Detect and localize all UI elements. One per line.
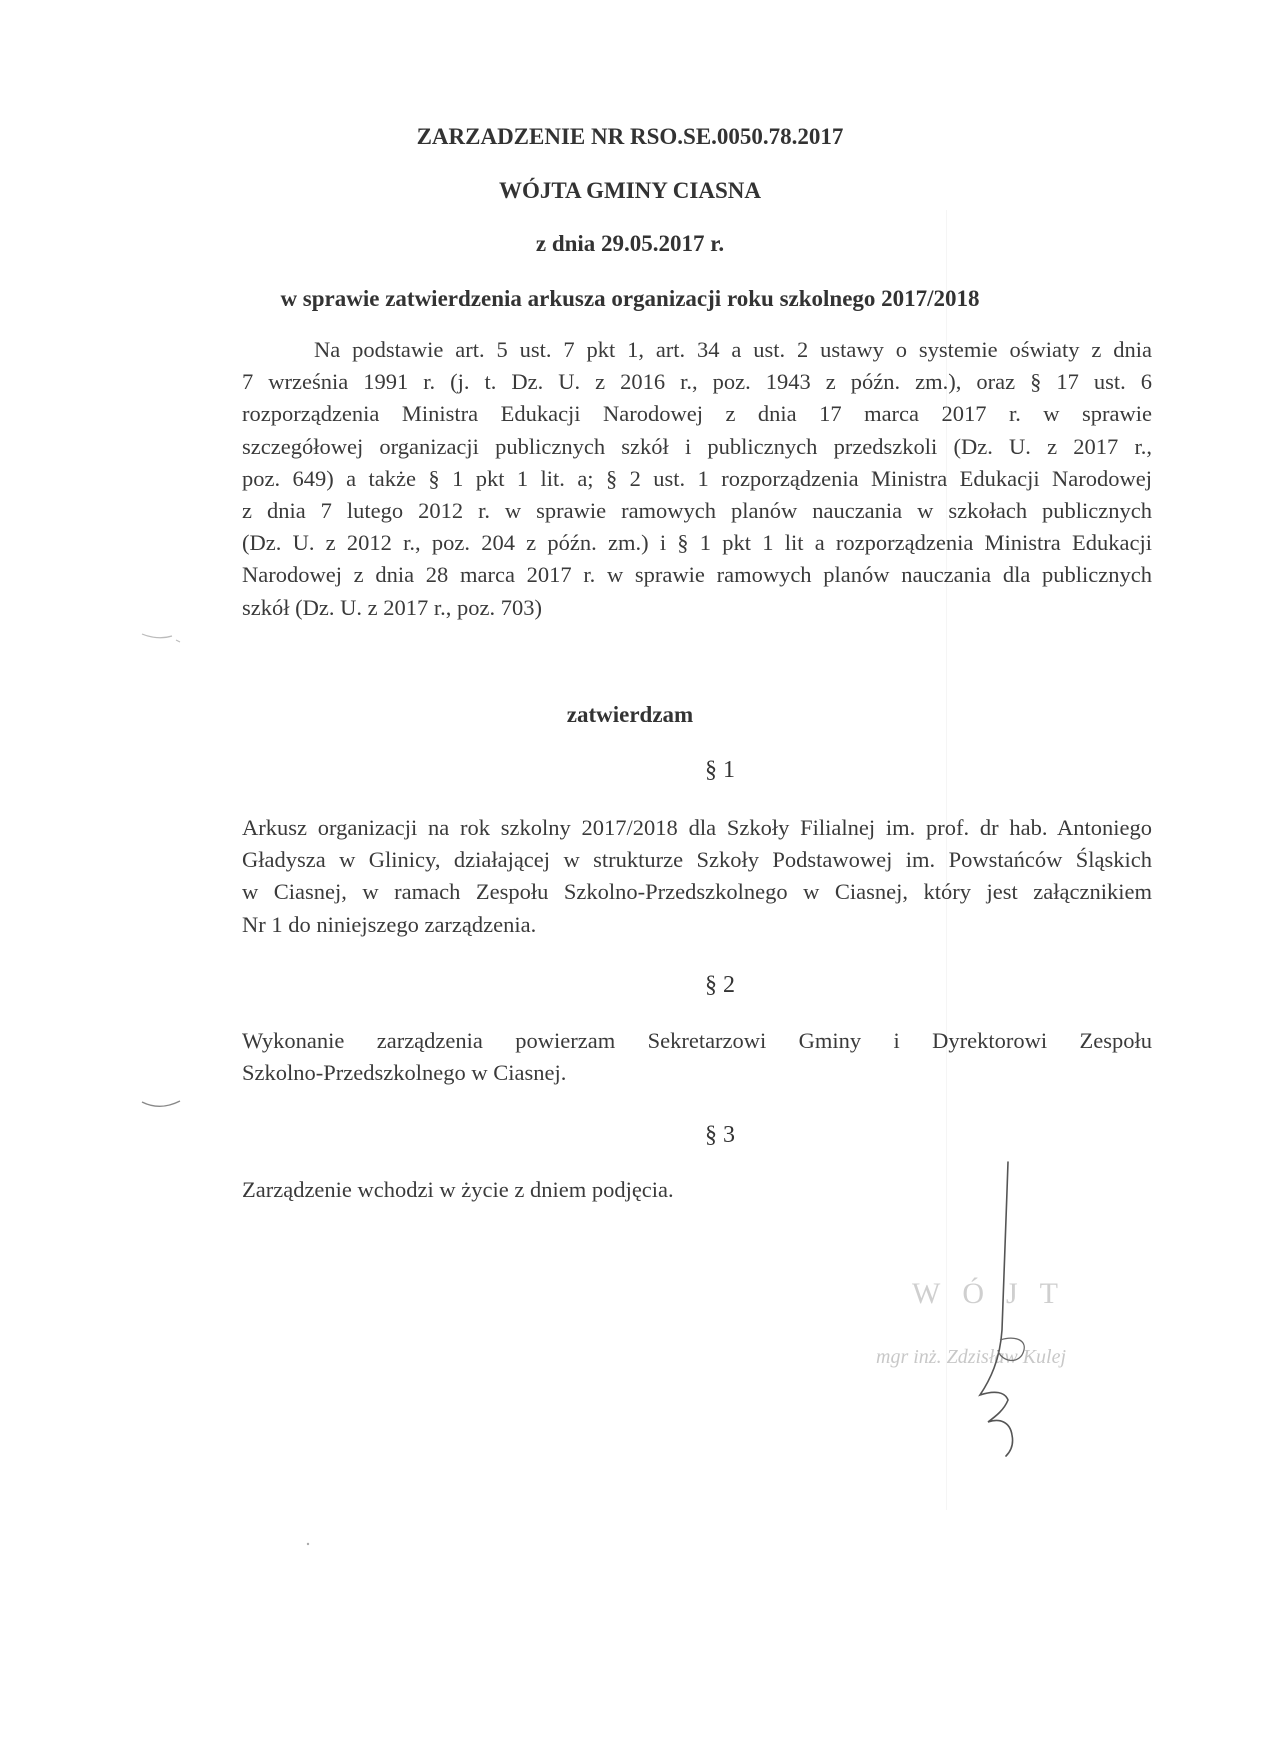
section-1-line: Arkusz organizacji na rok szkolny 2017/2018 dla Szkoły Filialnej im. prof. dr hab. Antoniego — [242, 815, 1152, 840]
preamble-line: Na podstawie art. 5 ust. 7 pkt 1, art. 34 a ust. 2 ustawy o systemie oświaty z dnia — [314, 337, 1152, 362]
preamble-line: z dnia 7 lutego 2012 r. w sprawie ramowych planów nauczania w szkołach publicznych — [242, 498, 1152, 524]
section-3-line: Zarządzenie wchodzi w życie z dniem podjęcia. — [242, 1177, 674, 1202]
document-subject: w sprawie zatwierdzenia arkusza organizacji roku szkolnego 2017/2018 — [280, 286, 980, 311]
scan-mark — [140, 628, 190, 648]
section-1-text — [242, 812, 1152, 941]
document-title: ZARZADZENIE NR RSO.SE.0050.78.2017 — [416, 124, 844, 149]
handwritten-signature — [960, 1160, 1050, 1460]
preamble-line: (Dz. U. z 2012 r., poz. 204 z późn. zm.) i § 1 pkt 1 lit a rozporządzenia Ministra Edukacji — [242, 530, 1152, 556]
section-2-text — [242, 1025, 1152, 1089]
document-date: z dnia 29.05.2017 r. — [535, 231, 725, 256]
section-1-line: Nr 1 do niniejszego zarządzenia. — [242, 911, 537, 937]
preamble — [242, 334, 1152, 624]
section-2-line: Szkolno-Przedszkolnego w Ciasnej. — [242, 1060, 567, 1086]
stamp-name: mgr inż. Zdzisław Kulej — [876, 1346, 1067, 1368]
section-1-line: Gładysza w Glinicy, działającej w strukturze Szkoły Podstawowej im. Powstańców Śląskich — [242, 847, 1152, 873]
section-1-line: w Ciasnej, w ramach Zespołu Szkolno-Przedszkolnego w Ciasnej, który jest załącznikiem — [242, 879, 1152, 905]
section-2-line: Wykonanie zarządzenia powierzam Sekretarzowi Gminy i Dyrektorowi Zespołu — [242, 1028, 1152, 1053]
preamble-line: 7 września 1991 r. (j. t. Dz. U. z 2016 r., poz. 1943 z późn. zm.), oraz § 17 ust. 6 — [242, 369, 1152, 395]
decision-word: zatwierdzam — [566, 702, 694, 727]
stamp-title: WÓJT — [912, 1277, 1080, 1310]
section-2-symbol: § 2 — [705, 972, 735, 998]
preamble-line: poz. 649) a także § 1 pkt 1 lit. a; § 2 ust. 1 rozporządzenia Ministra Edukacji Narodowej — [242, 465, 1152, 491]
section-3-symbol: § 3 — [705, 1122, 735, 1148]
preamble-line: Narodowej z dnia 28 marca 2017 r. w sprawie ramowych planów nauczania dla publicznych — [242, 562, 1152, 588]
issuer-title: WÓJTA GMINY CIASNA — [499, 178, 761, 203]
scan-dot — [305, 1541, 311, 1547]
section-1-symbol: § 1 — [705, 757, 735, 783]
preamble-line: rozporządzenia Ministra Edukacji Narodowej z dnia 17 marca 2017 r. w sprawie — [242, 401, 1152, 427]
scan-mark — [140, 1098, 185, 1114]
preamble-line: szczegółowej organizacji publicznych szkół i publicznych przedszkoli (Dz. U. z 2017 r., — [242, 433, 1152, 459]
preamble-line: szkół (Dz. U. z 2017 r., poz. 703) — [242, 594, 542, 620]
